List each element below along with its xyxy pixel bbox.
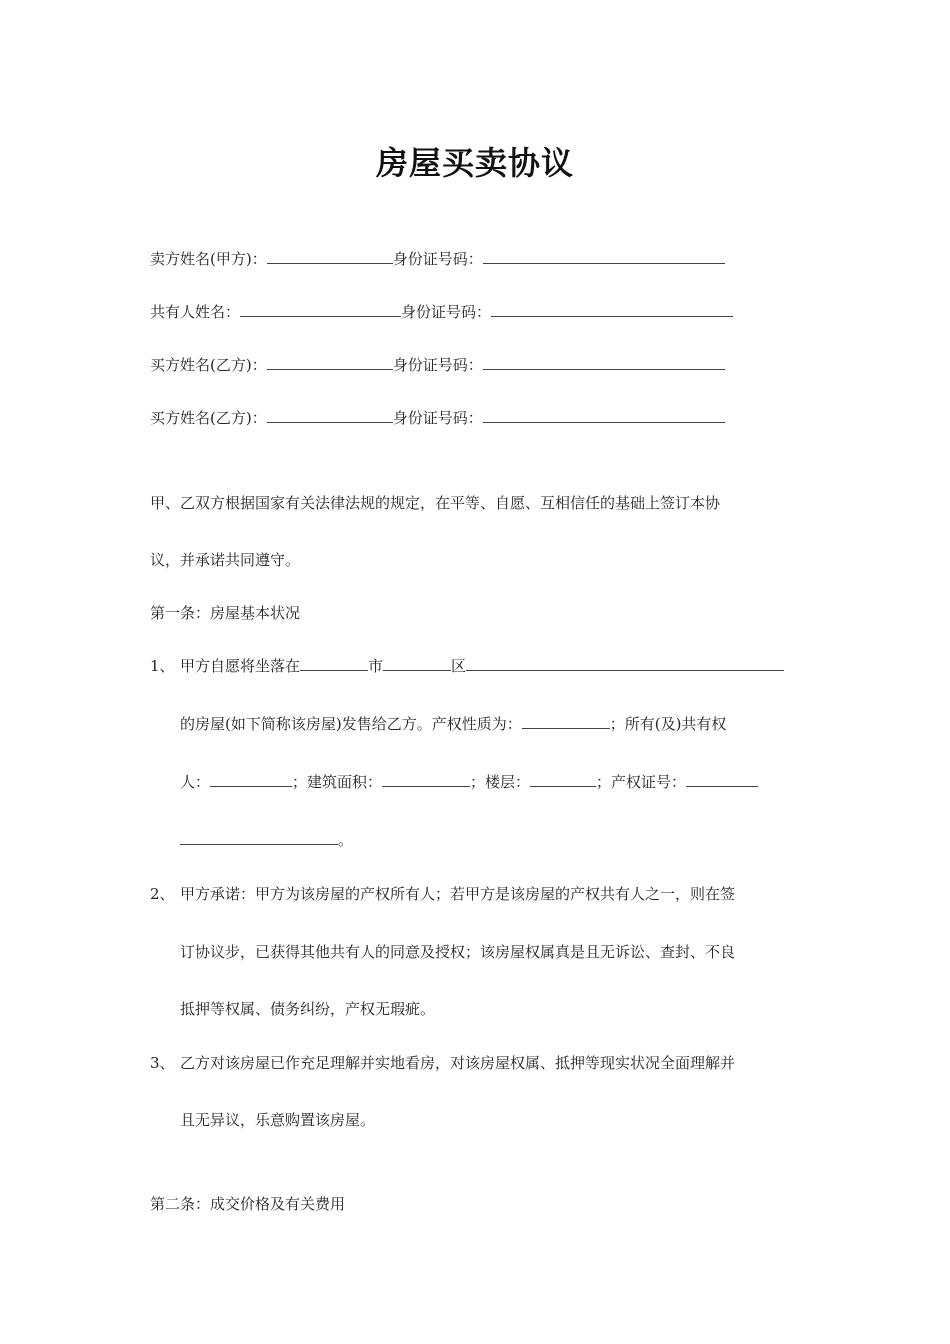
article-1-heading: 第一条：房屋基本状况 bbox=[150, 604, 301, 622]
city-blank[interactable] bbox=[300, 656, 368, 671]
id-blank[interactable] bbox=[491, 302, 733, 317]
id-blank[interactable] bbox=[483, 408, 725, 423]
clause-2-line-2: 订协议步，已获得其他共有人的同意及授权；该房屋权属真是且无诉讼、查封、不良 bbox=[180, 943, 736, 961]
area-blank[interactable] bbox=[382, 772, 470, 787]
clause-1-line-3 bbox=[180, 772, 758, 792]
id-label: 身份证号码： bbox=[392, 356, 483, 374]
clause-1-line-1 bbox=[180, 656, 784, 676]
clause-3-number: 3、 bbox=[150, 1054, 175, 1072]
property-nature-blank[interactable] bbox=[522, 714, 610, 729]
clause-text: 人： bbox=[180, 773, 211, 791]
id-blank[interactable] bbox=[483, 355, 725, 370]
party-coowner-line bbox=[150, 302, 733, 322]
clause-text: ；建筑面积： bbox=[292, 773, 383, 791]
id-label: 身份证号码： bbox=[392, 409, 483, 427]
owner-blank[interactable] bbox=[210, 772, 292, 787]
clause-2-line-1: 甲方承诺：甲方为该房屋的产权所有人；若甲方是该房屋的产权共有人之一，则在签 bbox=[180, 885, 736, 903]
party-buyer-line-2 bbox=[150, 408, 725, 428]
clause-text: ；楼层： bbox=[470, 773, 531, 791]
clause-3-line-1: 乙方对该房屋已作充足理解并实地看房，对该房屋权属、抵押等现实状况全面理解并 bbox=[180, 1054, 736, 1072]
party-label: 买方姓名(乙方)： bbox=[150, 356, 267, 374]
name-blank[interactable] bbox=[267, 249, 393, 264]
address-blank[interactable] bbox=[466, 656, 784, 671]
id-label: 身份证号码： bbox=[401, 303, 492, 321]
party-label: 买方姓名(乙方)： bbox=[150, 409, 267, 427]
certificate-blank[interactable] bbox=[686, 772, 758, 787]
clause-text: 区 bbox=[451, 657, 467, 675]
document-title: 房屋买卖协议 bbox=[375, 144, 574, 182]
clause-1-line-2 bbox=[180, 714, 726, 734]
clause-text: 市 bbox=[368, 657, 384, 675]
clause-2-number: 2、 bbox=[150, 885, 175, 903]
clause-1-number: 1、 bbox=[150, 657, 175, 675]
clause-text: ；产权证号： bbox=[596, 773, 687, 791]
clause-text: 甲方自愿将坐落在 bbox=[180, 657, 301, 675]
clause-text: 。 bbox=[338, 831, 354, 849]
preamble-line-2: 议，并承诺共同遵守。 bbox=[150, 551, 301, 569]
district-blank[interactable] bbox=[383, 656, 451, 671]
name-blank[interactable] bbox=[267, 355, 393, 370]
preamble-line-1: 甲、乙双方根据国家有关法律法规的规定，在平等、自愿、互相信任的基础上签订本协 bbox=[150, 494, 721, 512]
id-label: 身份证号码： bbox=[392, 250, 483, 268]
clause-3-line-2: 且无异议，乐意购置该房屋。 bbox=[180, 1111, 376, 1129]
floor-blank[interactable] bbox=[530, 772, 596, 787]
clause-2-line-3: 抵押等权属、债务纠纷，产权无瑕疵。 bbox=[180, 1000, 436, 1018]
article-2-heading: 第二条：成交价格及有关费用 bbox=[150, 1195, 346, 1213]
clause-text: 的房屋(如下简称该房屋)发售给乙方。产权性质为： bbox=[180, 715, 522, 733]
party-label: 卖方姓名(甲方)： bbox=[150, 250, 267, 268]
name-blank[interactable] bbox=[240, 302, 401, 317]
certificate-blank-continued[interactable] bbox=[180, 830, 338, 845]
party-buyer-line-1 bbox=[150, 355, 725, 375]
clause-text: ；所有(及)共有权 bbox=[609, 715, 727, 733]
party-label: 共有人姓名： bbox=[150, 303, 241, 321]
id-blank[interactable] bbox=[483, 249, 725, 264]
name-blank[interactable] bbox=[267, 408, 393, 423]
party-seller-line bbox=[150, 249, 725, 269]
clause-1-line-4 bbox=[180, 830, 353, 850]
